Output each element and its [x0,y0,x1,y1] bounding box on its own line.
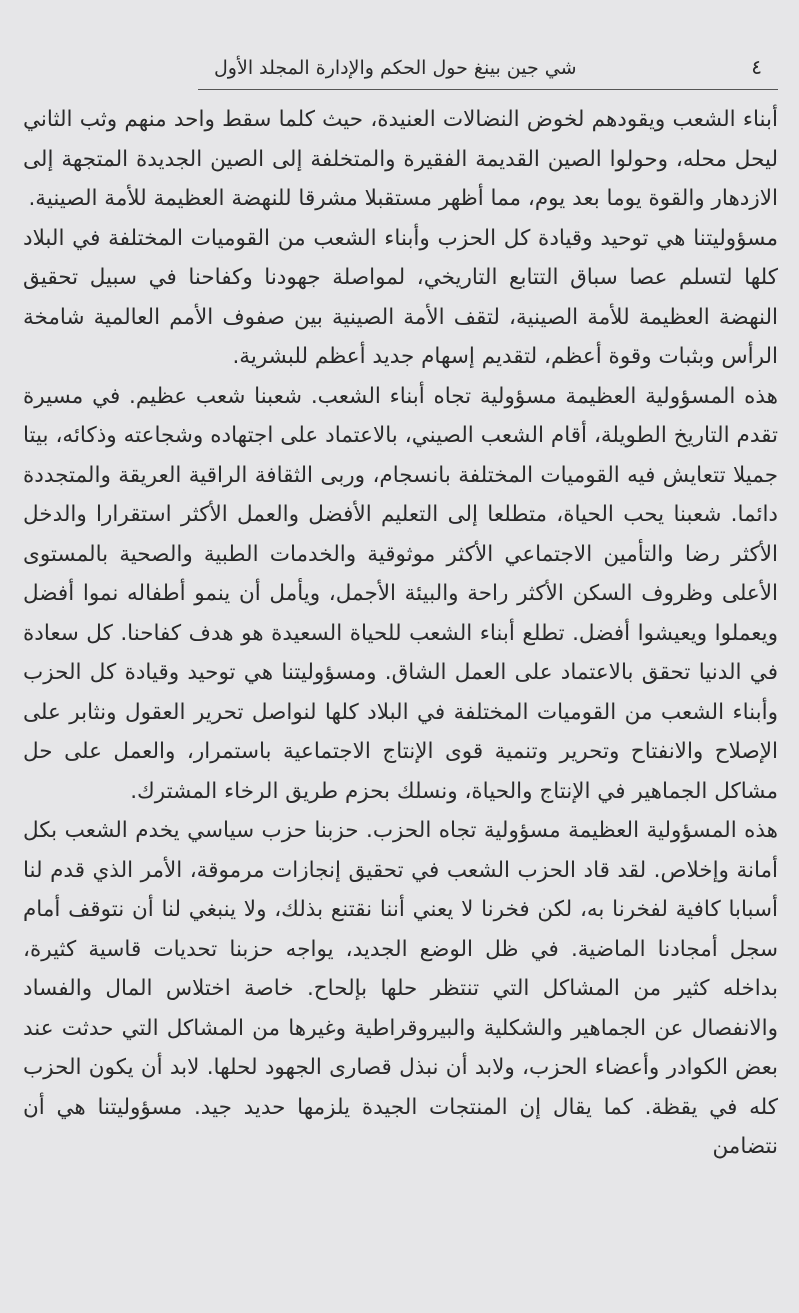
paragraph: أبناء الشعب ويقودهم لخوض النضالات العنيدة، حيث كلما سقط واحد منهم وثب الثاني ليحل محله، وحولوا الصين القديمة الفقيرة والمتخلفة إلى الصين الجديدة المتجهة إلى الازدهار والقوة يوما بعد يوم، مما أظهر مستقبلا مشرقا للنهضة العظيمة للأمة الصينية. [23,107,778,211]
page-number: ٤ [751,55,762,79]
running-header [198,52,778,90]
running-title: شي جين بينغ حول الحكم والإدارة المجلد الأول [214,57,577,79]
body-text [23,100,778,1167]
paragraph: مسؤوليتنا هي توحيد وقيادة كل الحزب وأبناء الشعب من القوميات المختلفة في البلاد كلها لتسلم عصا سباق التتابع التاريخي، لمواصلة جهودنا وكفاحنا في سبيل تحقيق النهضة العظيمة للأمة الصينية، لتقف الأمة الصينية بين صفوف الأمم العالمية شامخة الرأس وبثبات وقوة أعظم، لتقديم إسهام جديد أعظم للبشرية. [23,225,778,369]
paragraph: هذه المسؤولية العظيمة مسؤولية تجاه أبناء الشعب. شعبنا شعب عظيم. في مسيرة تقدم التاريخ الطويلة، أقام الشعب الصيني، بالاعتماد على اجتهاده وشجاعته وذكائه، بيتا جميلا تتعايش فيه القوميات المختلفة بانسجام، وربى الثقافة الراقية العريقة والمتجددة دائما. شعبنا يحب الحياة، متطلعا إلى التعليم الأفضل والعمل الأكثر استقرارا والدخل الأكثر رضا والتأمين الاجتماعي الأكثر موثوقية والخدمات الطبية والصحية بالمستوى الأعلى وظروف السكن الأكثر راحة والبيئة الأجمل، ويأمل أن ينمو أطفاله نموا أفضل ويعملوا ويعيشوا أفضل. تطلع أبناء الشعب للحياة السعيدة هو هدف كفاحنا. كل سعادة في الدنيا تحقق بالاعتماد على العمل الشاق. ومسؤوليتنا هي توحيد وقيادة كل الحزب وأبناء الشعب من القوميات المختلفة في البلاد كلها لنواصل تحرير العقول ونثابر على الإصلاح والانفتاح وتحرير وتنمية قوى الإنتاج الاجتماعية باستمرار، والعمل على حل مشاكل الجماهير في الإنتاج والحياة، ونسلك بحزم طريق الرخاء المشترك. [23,383,778,804]
paragraph: هذه المسؤولية العظيمة مسؤولية تجاه الحزب. حزبنا حزب سياسي يخدم الشعب بكل أمانة وإخلاص. لقد قاد الحزب الشعب في تحقيق إنجازات مرموقة، الأمر الذي قدم لنا أسبابا كافية لفخرنا به، لكن فخرنا لا يعني أننا نقتنع بذلك، ولا ينبغي لنا أن نتوقف أمام سجل أمجادنا الماضية. في ظل الوضع الجديد، يواجه حزبنا تحديات قاسية كثيرة، بداخله كثير من المشاكل التي تنتظر حلها بإلحاح. خاصة اختلاس المال والفساد والانفصال عن الجماهير والشكلية والبيروقراطية وغيرها من المشاكل التي حدثت عند بعض الكوادر وأعضاء الحزب، ولابد أن نبذل قصارى الجهود لحلها. لابد أن يكون الحزب كله في يقظة. كما يقال إن المنتجات الجيدة يلزمها حديد جيد. مسؤوليتنا هي أن نتضامن [23,818,778,1159]
